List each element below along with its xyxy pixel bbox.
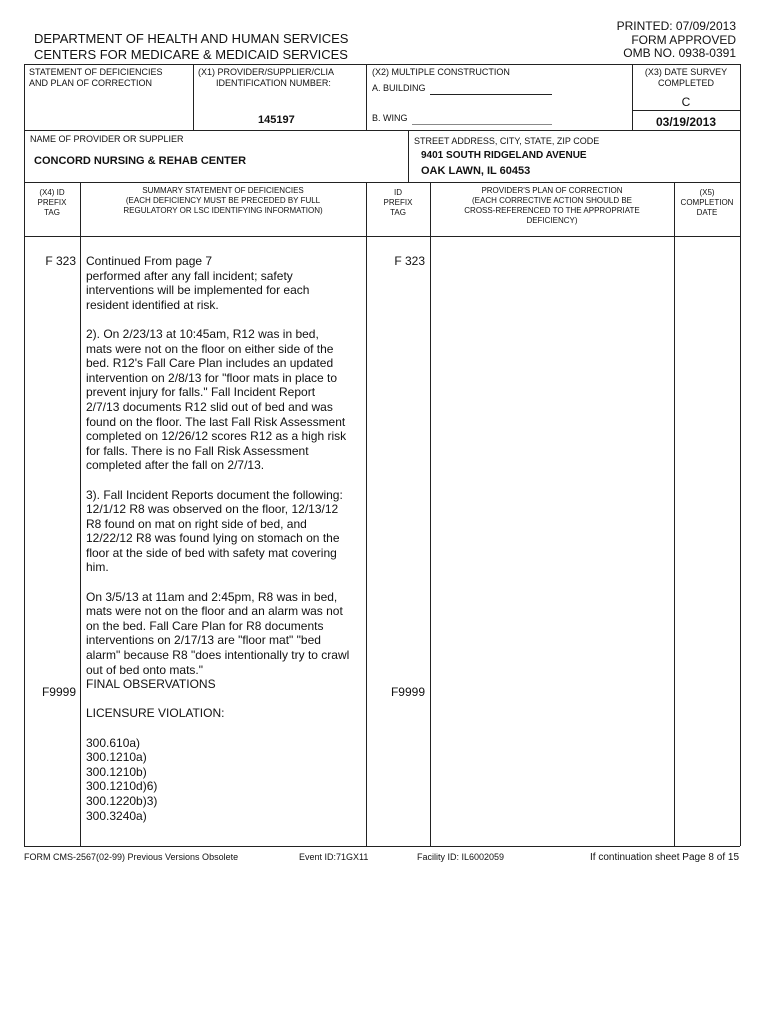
a-building-row	[372, 83, 552, 95]
summary-line: mats were not on the floor on either side of the	[86, 341, 334, 356]
street-address: 9401 SOUTH RIDGELAND AVENUE	[421, 150, 587, 161]
summary-line	[86, 473, 364, 488]
tag-f9999: F9999	[41, 685, 76, 699]
summary-line: 300.1210b)	[86, 764, 147, 779]
table-bottom-border	[24, 846, 740, 847]
summary-line: 300.610a)	[86, 735, 141, 750]
summary-line: 300.3240a)	[86, 808, 147, 823]
id-f9999: F9999	[390, 685, 425, 699]
form-approved-text: FORM APPROVED	[631, 32, 736, 47]
summary-line: 2/7/13 documents R12 slid out of bed and was	[86, 399, 333, 414]
summary-line: mats were not on the floor and an alarm was not	[86, 604, 343, 619]
b-wing-field	[412, 113, 552, 125]
id-column-right-border	[430, 182, 431, 846]
summary-line: 300.1210a)	[86, 750, 147, 765]
a-building-field	[430, 83, 552, 95]
summary-line: intervention on 2/8/13 for "floor mats in place to	[86, 370, 338, 385]
continuation-sheet-page: If continuation sheet Page 8 of 15	[590, 852, 739, 863]
id-f323: F 323	[394, 254, 425, 268]
provider-row-divider	[24, 182, 740, 183]
plan-column-right-border	[674, 182, 675, 846]
department-line-1: DEPARTMENT OF HEALTH AND HUMAN SERVICES	[34, 31, 349, 46]
table-left-border	[24, 64, 25, 846]
summary-line: resident identified at risk.	[86, 297, 219, 312]
department-title	[34, 31, 348, 63]
summary-line: performed after any fall incident; safety	[86, 268, 293, 283]
deficiency-summary-text	[86, 254, 364, 823]
summary-line: R8 found on mat on right side of bed, and	[86, 516, 307, 531]
plan-of-correction-header: PROVIDER'S PLAN OF CORRECTION (EACH CORRECTIVE ACTION SHOULD BE CROSS-REFERENCED TO THE APPROPRIATE DEFICIENCY)	[464, 186, 640, 225]
provider-id-value: 145197	[258, 114, 295, 126]
summary-line: 12/1/12 R8 was observed on the floor, 12/13/12	[86, 502, 339, 517]
summary-line: out of bed onto mats."	[86, 662, 203, 677]
printed-date: PRINTED: 07/09/2013	[616, 19, 736, 33]
city-state-zip: OAK LAWN, IL 60453	[421, 165, 531, 177]
event-id: Event ID:71GX11	[299, 852, 369, 862]
summary-line: 300.1220b)3)	[86, 793, 158, 808]
summary-line: bed. R12's Fall Care Plan includes an updated	[86, 356, 334, 371]
summary-line: 2). On 2/23/13 at 10:45am, R12 was in bed,	[86, 326, 319, 341]
id-prefix-header: ID PREFIX TAG	[383, 188, 413, 217]
summary-line: him.	[86, 560, 109, 575]
tag-f323: F 323	[45, 254, 76, 268]
summary-line: 300.1210d)6)	[86, 779, 158, 794]
multiple-construction-label: (X2) MULTIPLE CONSTRUCTION	[372, 67, 510, 77]
address-left-border	[408, 130, 409, 182]
summary-line: interventions on 2/17/13 are "floor mat" "bed	[86, 633, 321, 648]
header-row-divider	[24, 130, 740, 131]
summary-line: completed after the fall on 2/7/13.	[86, 458, 265, 473]
summary-line: for falls. There is no Fall Risk Assessment	[86, 443, 309, 458]
summary-line: on the bed. Fall Care Plan for R8 documents	[86, 618, 324, 633]
provider-name-label: NAME OF PROVIDER OR SUPPLIER	[30, 134, 184, 144]
form-approval-block	[617, 20, 736, 61]
omb-number: OMB NO. 0938-0391	[623, 46, 736, 60]
summary-line: On 3/5/13 at 11am and 2:45pm, R8 was in bed,	[86, 589, 338, 604]
summary-column-right-border	[366, 182, 367, 846]
tag-column-right-border	[80, 182, 81, 846]
column-header-divider	[24, 236, 740, 237]
summary-line	[86, 575, 364, 590]
summary-line: 3). Fall Incident Reports document the following:	[86, 487, 343, 502]
x3-divider	[632, 110, 740, 111]
b-wing-label: B. WING	[372, 113, 408, 123]
address-label: STREET ADDRESS, CITY, STATE, ZIP CODE	[414, 136, 600, 146]
form-number: FORM CMS-2567(02-99) Previous Versions Obsolete	[24, 852, 239, 862]
date-survey-label: (X3) DATE SURVEY COMPLETED	[644, 67, 728, 88]
summary-line: floor at the side of bed with safety mat covering	[86, 545, 337, 560]
summary-line: prevent injury for falls." Fall Incident Report	[86, 385, 316, 400]
summary-line: completed on 12/26/12 scores R12 as a high risk	[86, 429, 347, 444]
summary-line	[86, 312, 364, 327]
x4-id-header: (X4) ID PREFIX TAG	[37, 188, 67, 217]
summary-line: LICENSURE VIOLATION:	[86, 706, 225, 721]
survey-type-code: C	[681, 95, 691, 109]
x1-left-border	[193, 64, 194, 130]
department-line-2: CENTERS FOR MEDICARE & MEDICAID SERVICES	[34, 47, 348, 62]
summary-line	[86, 721, 364, 736]
summary-line: found on the floor. The last Fall Risk Assessment	[86, 414, 346, 429]
b-wing-row	[372, 113, 552, 125]
a-building-label: A. BUILDING	[372, 83, 426, 93]
summary-header: SUMMARY STATEMENT OF DEFICIENCIES (EACH DEFICIENCY MUST BE PRECEDED BY FULL REGULATORY OR LSC IDENTIFYING INFORMATION)	[123, 186, 323, 215]
summary-line: interventions will be implemented for each	[86, 283, 310, 298]
facility-id: Facility ID: IL6002059	[417, 852, 505, 862]
provider-name: CONCORD NURSING & REHAB CENTER	[34, 155, 247, 167]
summary-line	[86, 692, 364, 707]
summary-line: 12/22/12 R8 was found lying on stomach on the	[86, 531, 340, 546]
summary-line: Continued From page 7	[86, 254, 213, 268]
x2-left-border	[366, 64, 367, 130]
summary-line: FINAL OBSERVATIONS	[86, 677, 216, 692]
survey-completed-date: 03/19/2013	[655, 115, 717, 129]
table-right-border	[740, 64, 741, 846]
completion-date-header: (X5) COMPLETION DATE	[680, 188, 734, 217]
provider-id-label: (X1) PROVIDER/SUPPLIER/CLIA IDENTIFICATION NUMBER:	[198, 67, 335, 88]
statement-label: STATEMENT OF DEFICIENCIES AND PLAN OF CORRECTION	[29, 67, 163, 88]
summary-line: alarm" because R8 "does intentionally try to crawl	[86, 648, 350, 663]
